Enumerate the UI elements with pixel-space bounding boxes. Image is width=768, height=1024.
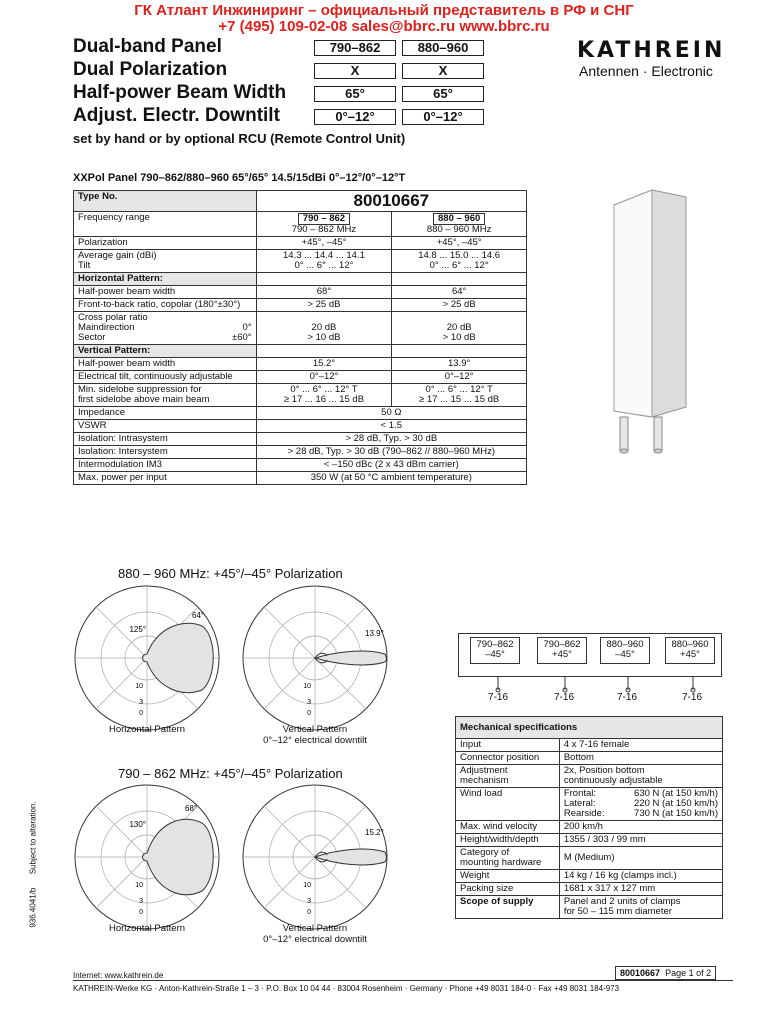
vertical-pattern-low [240, 782, 390, 932]
gain-label: Average gain (dBi) [78, 250, 157, 261]
mech-conn-label: Connector position [456, 752, 560, 765]
side-note [29, 801, 38, 927]
hp-low-beam-label: 68° [185, 804, 198, 813]
wind-frontal-value: 630 N (at 150 km/h) [634, 788, 718, 799]
tilt-label: Tilt [78, 260, 91, 271]
vp-low-beam-label: 15.2° [365, 828, 384, 837]
caption-downtilt-low: 0°–12° electrical downtilt [263, 934, 367, 945]
ftb-label: Front-to-back ratio, copolar (180°±30°) [74, 299, 257, 312]
brand-logo: KATHREIN [577, 38, 726, 63]
footer-internet: Internet: www.kathrein.de [73, 971, 164, 980]
freq-box-high: 880 – 960 [433, 213, 485, 225]
horizontal-pattern-high [72, 583, 222, 733]
tilt-high: 0° ... 6° ... 12° [429, 260, 489, 271]
pattern-title-low: 790 – 862 MHz: +45°/–45° Polarization [118, 766, 343, 781]
vhpbw-high: 13.9° [392, 358, 527, 371]
im3-label: Intermodulation IM3 [74, 459, 257, 472]
hpbw-low: 68° [256, 286, 392, 299]
header-title-polarization: Dual Polarization [73, 59, 228, 80]
header-box-pol-low: X [314, 63, 396, 79]
footer-page-number: Page 1 of 2 [665, 968, 712, 978]
port-label-4: 7-16 [682, 692, 703, 703]
caption-horizontal-high: Horizontal Pattern [108, 724, 186, 735]
connector-4-pol: +45° [680, 649, 700, 660]
mech-input-label: Input [456, 739, 560, 752]
vertical-pattern-high [240, 583, 390, 733]
mech-pack-label: Packing size [456, 883, 560, 896]
footer-address: KATHREIN-Werke KG · Anton-Kathrein-Straße 1 – 3 · P.O. Box 10 04 44 · 83004 Rosenheim · Germany · Phone +49 8031 184-0 · Fax +49 8031 184-973 [73, 984, 620, 993]
hp-high-tick-3: 3 [139, 699, 143, 706]
hp-low-back-label: 130° [129, 820, 146, 829]
alteration-note: Subject to alteration. [28, 801, 38, 875]
footer-doc-number: 80010667 [620, 968, 661, 978]
caption-vertical-high: Vertical Pattern [282, 724, 348, 735]
connector-3-pol: –45° [615, 649, 635, 660]
hp-high-beam-label: 64° [192, 611, 205, 620]
iso-intra-label: Isolation: Intrasystem [74, 433, 257, 446]
header-title-downtilt: Adjust. Electr. Downtilt [73, 105, 280, 126]
sls-label-1: Min. sidelobe suppression for [78, 384, 202, 395]
iso-inter-label: Isolation: Intersystem [74, 446, 257, 459]
header-title-beamwidth: Half-power Beam Width [73, 82, 287, 103]
caption-vertical-low: Vertical Pattern [282, 923, 348, 934]
sls-label-2: first sidelobe above main beam [78, 394, 210, 405]
freq-low: 790 – 862 MHz [291, 224, 357, 235]
hp-high-tick-0: 0 [139, 710, 143, 717]
freq-high: 880 – 960 MHz [426, 224, 492, 235]
vp-low-tick-0: 0 [307, 909, 311, 916]
vp-header: Vertical Pattern: [74, 345, 257, 358]
vswr-value: < 1.5 [256, 420, 526, 433]
etilt-low: 0°–12° [256, 371, 392, 384]
connector-box-1 [470, 637, 520, 664]
header-box-band-high: 880–960 [402, 40, 484, 56]
header-box-tilt-high: 0°–12° [402, 109, 484, 125]
spec-table [73, 190, 527, 485]
hpbw-label: Half-power beam width [74, 286, 257, 299]
pattern-title-high: 880 – 960 MHz: +45°/–45° Polarization [118, 566, 343, 581]
im3-value: < –150 dBc (2 x 43 dBm carrier) [256, 459, 526, 472]
tilt-low: 0° ... 6° ... 12° [294, 260, 354, 271]
mech-input-value: 4 x 7-16 female [559, 739, 722, 752]
etilt-label: Electrical tilt, continuously adjustable [74, 371, 257, 384]
footer-divider [73, 980, 733, 981]
vp-high-beam-label: 13.9° [365, 629, 384, 638]
iso-intra-value: > 28 dB, Typ. > 30 dB [256, 433, 526, 446]
hp-low-tick-3: 3 [139, 898, 143, 905]
mech-weight-label: Weight [456, 870, 560, 883]
mech-table [455, 716, 723, 919]
mech-scope-value-2: for 50 – 115 mm diameter [563, 906, 672, 917]
mech-adj-value-1: 2x, Position bottom [563, 765, 645, 776]
mech-header: Mechanical specifications [456, 717, 723, 739]
mech-dim-value: 1355 / 303 / 99 mm [559, 834, 722, 847]
pol-low: +45°, –45° [256, 237, 392, 250]
footer-page-box [615, 966, 716, 980]
mech-vel-value: 200 km/h [559, 821, 722, 834]
hp-high-tick-10: 10 [135, 683, 143, 690]
mech-cat-label-2: mounting hardware [460, 857, 542, 868]
xpol-label: Cross polar ratio [78, 312, 148, 323]
hp-low-tick-0: 0 [139, 909, 143, 916]
product-title: XXPol Panel 790–862/880–960 65°/65° 14.5/15dBi 0°–12°/0°–12°T [73, 172, 406, 184]
mech-adj-value-2: continuously adjustable [563, 775, 663, 786]
power-value: 350 W (at 50 °C ambient temperature) [256, 472, 526, 485]
vp-high-tick-10: 10 [303, 683, 311, 690]
freq-box-low: 790 – 862 [298, 213, 350, 225]
wind-lateral-value: 220 N (at 150 km/h) [634, 798, 718, 809]
wind-rear-value: 730 N (at 150 km/h) [634, 808, 718, 819]
vhpbw-low: 15.2° [256, 358, 392, 371]
wind-frontal-label: Frontal: [563, 788, 597, 799]
hp-header: Horizontal Pattern: [74, 273, 257, 286]
wind-lateral-label: Lateral: [563, 798, 596, 809]
mech-scope-label: Scope of supply [456, 896, 560, 919]
pol-label: Polarization [74, 237, 257, 250]
mech-dim-label: Height/width/depth [456, 834, 560, 847]
main-angle: 0° [242, 322, 252, 333]
main-high: 20 dB [446, 322, 472, 333]
header-box-band-low: 790–862 [314, 40, 396, 56]
hpbw-high: 64° [392, 286, 527, 299]
sls-high-2: ≥ 17 ... 15 ... 15 dB [419, 394, 500, 405]
banner-line-2: +7 (495) 109-02-08 sales@bbrc.ru www.bbrc.ru [218, 18, 550, 35]
mech-pack-value: 1681 x 317 x 127 mm [559, 883, 722, 896]
imp-label: Impedance [74, 407, 257, 420]
header-box-bw-high: 65° [402, 86, 484, 102]
freq-label: Frequency range [74, 212, 257, 237]
connector-box-3 [600, 637, 650, 664]
mech-adj-label-2: mechanism [460, 775, 509, 786]
horizontal-pattern-low [72, 782, 222, 932]
connector-box-4 [665, 637, 715, 664]
main-label: Maindirection [78, 322, 135, 333]
sector-angle: ±60° [232, 332, 252, 343]
mech-cat-value: M (Medium) [559, 847, 722, 870]
main-low: 20 dB [311, 322, 337, 333]
type-label: Type No. [74, 191, 257, 212]
ftb-high: > 25 dB [392, 299, 527, 312]
mech-wind-label: Wind load [456, 788, 560, 821]
header-box-tilt-low: 0°–12° [314, 109, 396, 125]
gain-low: 14.3 ... 14.4 ... 14.1 [283, 250, 365, 261]
vp-high-tick-3: 3 [307, 699, 311, 706]
connector-3-band: 880–960 [606, 639, 644, 650]
mech-scope-value-1: Panel and 2 units of clamps [563, 896, 681, 907]
iso-inter-value: > 28 dB, Typ. > 30 dB (790–862 // 880–960 MHz) [256, 446, 526, 459]
mech-cat-label-1: Category of [460, 847, 510, 858]
header-box-bw-low: 65° [314, 86, 396, 102]
port-label-3: 7-16 [617, 692, 638, 703]
vp-high-tick-0: 0 [307, 710, 311, 717]
mech-vel-label: Max. wind velocity [456, 821, 560, 834]
pol-high: +45°, –45° [392, 237, 527, 250]
wind-rear-label: Rearside: [563, 808, 605, 819]
type-number: 80010667 [256, 191, 526, 212]
sector-label: Sector [78, 332, 106, 343]
connector-4-band: 880–960 [671, 639, 709, 650]
caption-downtilt-high: 0°–12° electrical downtilt [263, 735, 367, 746]
port-label-1: 7-16 [488, 692, 509, 703]
connector-box-2 [537, 637, 587, 664]
mech-conn-value: Bottom [559, 752, 722, 765]
ftb-low: > 25 dB [256, 299, 392, 312]
vswr-label: VSWR [74, 420, 257, 433]
imp-value: 50 Ω [256, 407, 526, 420]
power-label: Max. power per input [74, 472, 257, 485]
hp-low-tick-10: 10 [135, 882, 143, 889]
mech-weight-value: 14 kg / 16 kg (clamps incl.) [559, 870, 722, 883]
etilt-high: 0°–12° [392, 371, 527, 384]
hp-high-back-label: 125° [129, 625, 146, 634]
header-subline: set by hand or by optional RCU (Remote Control Unit) [73, 131, 406, 146]
vhpbw-label: Half-power beam width [74, 358, 257, 371]
mech-adj-label-1: Adjustment [460, 765, 508, 776]
sls-low-1: 0° ... 6° ... 12° T [290, 384, 358, 395]
header-block [73, 36, 286, 128]
connector-1-band: 790–862 [476, 639, 514, 650]
header-title-band: Dual-band Panel [73, 36, 222, 57]
connector-2-band: 790–862 [543, 639, 581, 650]
doc-number: 936.4041/b [28, 887, 38, 928]
banner-line-1: ГК Атлант Инжиниринг – официальный представитель в РФ и СНГ [134, 2, 634, 19]
sls-high-1: 0° ... 6° ... 12° T [425, 384, 493, 395]
connector-1-pol: –45° [485, 649, 505, 660]
caption-horizontal-low: Horizontal Pattern [108, 923, 186, 934]
sector-high: > 10 dB [442, 332, 476, 343]
brand-tagline: Antennen · Electronic [579, 63, 713, 79]
connector-2-pol: +45° [552, 649, 572, 660]
sls-low-2: ≥ 17 ... 16 ... 15 dB [283, 394, 365, 405]
sector-low: > 10 dB [307, 332, 341, 343]
port-label-2: 7-16 [554, 692, 575, 703]
antenna-illustration [600, 185, 695, 460]
vp-low-tick-10: 10 [303, 882, 311, 889]
gain-high: 14.8 ... 15.0 ... 14.6 [418, 250, 501, 261]
vp-low-tick-3: 3 [307, 898, 311, 905]
header-box-pol-high: X [402, 63, 484, 79]
